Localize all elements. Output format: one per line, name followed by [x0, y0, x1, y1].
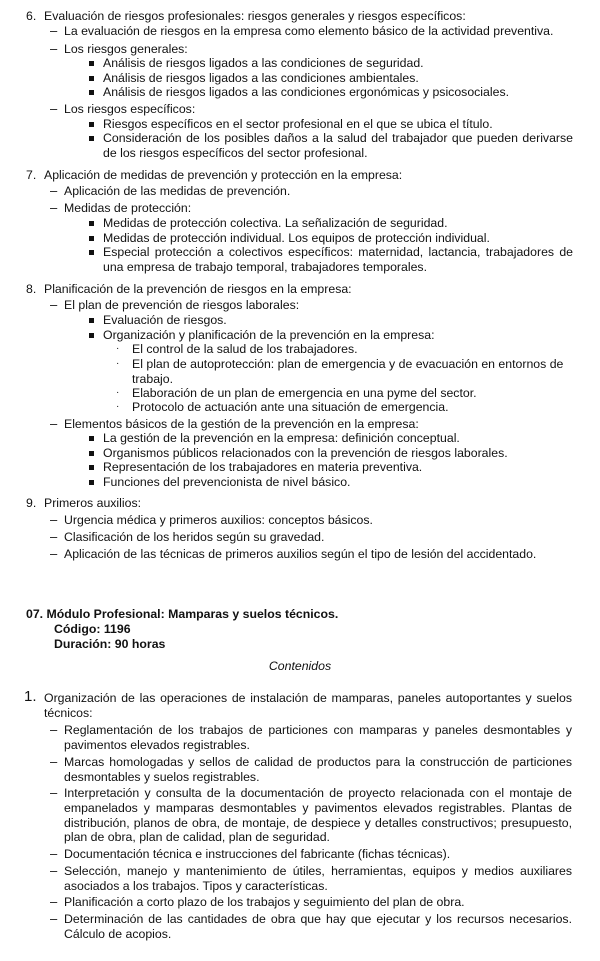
- square-bullet: [89, 221, 94, 226]
- list-item: Aplicación de las medidas de prevención.: [64, 184, 291, 198]
- dash-bullet: –: [50, 785, 58, 800]
- contents-heading: Contenidos: [268, 659, 332, 673]
- square-bullet: [89, 436, 94, 441]
- list-item: Clasificación de los heridos según su gravedad.: [64, 530, 325, 544]
- square-bullet: [89, 250, 94, 255]
- sub-list-item: Especial protección a colectivos específicos: maternidad, lactancia, trabajadores de una empresa de trabajo temporal, trabajadores temporales.: [103, 245, 573, 274]
- list-item: Planificación a corto plazo de los trabajos y seguimiento del plan de obra.: [64, 895, 465, 909]
- list-item: Urgencia médica y primeros auxilios: conceptos básicos.: [64, 513, 373, 527]
- module-title: 07. Módulo Profesional: Mamparas y suelos técnicos.: [26, 607, 339, 621]
- list-item: Elementos básicos de la gestión de la prevención en la empresa:: [64, 417, 419, 431]
- module-duration: Duración: 90 horas: [54, 637, 166, 651]
- list-item: Selección, manejo y mantenimiento de útiles, herramientas, equipos y medios auxiliares asociados a los trabajos. Tipos y características.: [64, 864, 572, 893]
- sub-list-item: Análisis de riesgos ligados a las condiciones ergonómicas y psicosociales.: [103, 85, 510, 99]
- list-item: Interpretación y consulta de la documentación de proyecto relacionada con el montaje de empanelados y mamparas desmontables y pavimentos elevados registrables. Plantas de distribución, planos de obra, de montaje, de despiece y detalles constructivos; presupuesto, plan de obra, plan de calidad, plan de seguridad.: [64, 786, 572, 845]
- list-item: El plan de prevención de riesgos laborales:: [64, 298, 300, 312]
- dash-bullet: –: [50, 846, 58, 861]
- square-bullet: [89, 465, 94, 470]
- sub-sub-list-item: Protocolo de actuación ante una situación de emergencia.: [132, 400, 449, 414]
- sub-list-item: Organismos públicos relacionados con la prevención de riesgos laborales.: [103, 446, 508, 460]
- list-item: Medidas de protección:: [64, 201, 192, 215]
- section-number: 9.: [26, 496, 37, 510]
- dash-bullet: –: [50, 297, 58, 312]
- list-item: Aplicación de las técnicas de primeros auxilios según el tipo de lesión del accidentado.: [64, 547, 537, 561]
- dash-bullet: –: [50, 754, 58, 769]
- section-number: 6.: [26, 9, 37, 23]
- module-code: Código: 1196: [54, 622, 131, 636]
- dash-bullet: –: [50, 183, 58, 198]
- dash-bullet: –: [50, 863, 58, 878]
- square-bullet: [89, 136, 94, 141]
- list-item: Reglamentación de los trabajos de particiones con mamparas y paneles desmontables y pavimentos elevados registrables.: [64, 723, 572, 752]
- square-bullet: [89, 76, 94, 81]
- sub-sub-list-item: El plan de autoprotección: plan de emergencia y de evacuación en entornos de trabajo.: [132, 357, 564, 386]
- square-bullet: [89, 90, 94, 95]
- sub-list-item: Organización y planificación de la prevención en la empresa:: [103, 328, 435, 342]
- square-bullet: [89, 122, 94, 127]
- sub-list-item: Evaluación de riesgos.: [103, 313, 227, 327]
- dash-bullet: –: [50, 416, 58, 431]
- dash-bullet: –: [50, 722, 58, 737]
- dot-bullet: ·: [116, 343, 120, 354]
- section-number: 7.: [26, 168, 37, 182]
- dash-bullet: –: [50, 911, 58, 926]
- sub-list-item: Funciones del prevencionista de nivel básico.: [103, 475, 351, 489]
- sub-list-item: Representación de los trabajadores en materia preventiva.: [103, 460, 423, 474]
- sub-list-item: Riesgos específicos en el sector profesional en el que se ubica el título.: [103, 117, 493, 131]
- sub-list-item: Consideración de los posibles daños a la salud del trabajador que pueden derivarse de los riesgos específicos del sector profesional.: [103, 131, 573, 160]
- dash-bullet: –: [50, 512, 58, 527]
- square-bullet: [89, 318, 94, 323]
- square-bullet: [89, 236, 94, 241]
- dot-bullet: ·: [116, 387, 120, 398]
- dash-bullet: –: [50, 41, 58, 56]
- dash-bullet: –: [50, 529, 58, 544]
- section-number: 8.: [26, 282, 37, 296]
- square-bullet: [89, 480, 94, 485]
- section-title: Organización de las operaciones de instalación de mamparas, paneles autoportantes y suelos técnicos:: [44, 691, 572, 720]
- dot-bullet: ·: [116, 401, 120, 412]
- list-item: Los riesgos generales:: [64, 42, 188, 56]
- dash-bullet: –: [50, 200, 58, 215]
- sub-list-item: Análisis de riesgos ligados a las condiciones de seguridad.: [103, 56, 424, 70]
- sub-sub-list-item: El control de la salud de los trabajadores.: [132, 342, 358, 356]
- section-title: Primeros auxilios:: [44, 496, 142, 510]
- list-item: Determinación de las cantidades de obra que hay que ejecutar y los recursos necesarios. Cálculo de acopios.: [64, 912, 572, 941]
- dot-bullet: ·: [116, 358, 120, 369]
- list-item: Marcas homologadas y sellos de calidad de productos para la construcción de particiones desmontables y suelos registrables.: [64, 755, 572, 784]
- sub-list-item: Análisis de riesgos ligados a las condiciones ambientales.: [103, 71, 419, 85]
- sub-list-item: Medidas de protección individual. Los equipos de protección individual.: [103, 231, 490, 245]
- list-item: Documentación técnica e instrucciones del fabricante (fichas técnicas).: [64, 847, 451, 861]
- list-item: Los riesgos específicos:: [64, 102, 196, 116]
- square-bullet: [89, 61, 94, 66]
- section-title: Evaluación de riesgos profesionales: riesgos generales y riesgos específicos:: [44, 9, 466, 23]
- sub-list-item: Medidas de protección colectiva. La señalización de seguridad.: [103, 216, 448, 230]
- dash-bullet: –: [50, 894, 58, 909]
- section-title: Aplicación de medidas de prevención y protección en la empresa:: [44, 168, 403, 182]
- dash-bullet: –: [50, 23, 58, 38]
- sub-sub-list-item: Elaboración de un plan de emergencia en una pyme del sector.: [132, 386, 477, 400]
- sub-list-item: La gestión de la prevención en la empresa: definición conceptual.: [103, 431, 460, 445]
- dash-bullet: –: [50, 101, 58, 116]
- square-bullet: [89, 451, 94, 456]
- list-item: La evaluación de riesgos en la empresa como elemento básico de la actividad preventiva.: [64, 24, 554, 38]
- square-bullet: [89, 333, 94, 338]
- dash-bullet: –: [50, 546, 58, 561]
- section-number: 1.: [24, 688, 37, 705]
- section-title: Planificación de la prevención de riesgos en la empresa:: [44, 282, 352, 296]
